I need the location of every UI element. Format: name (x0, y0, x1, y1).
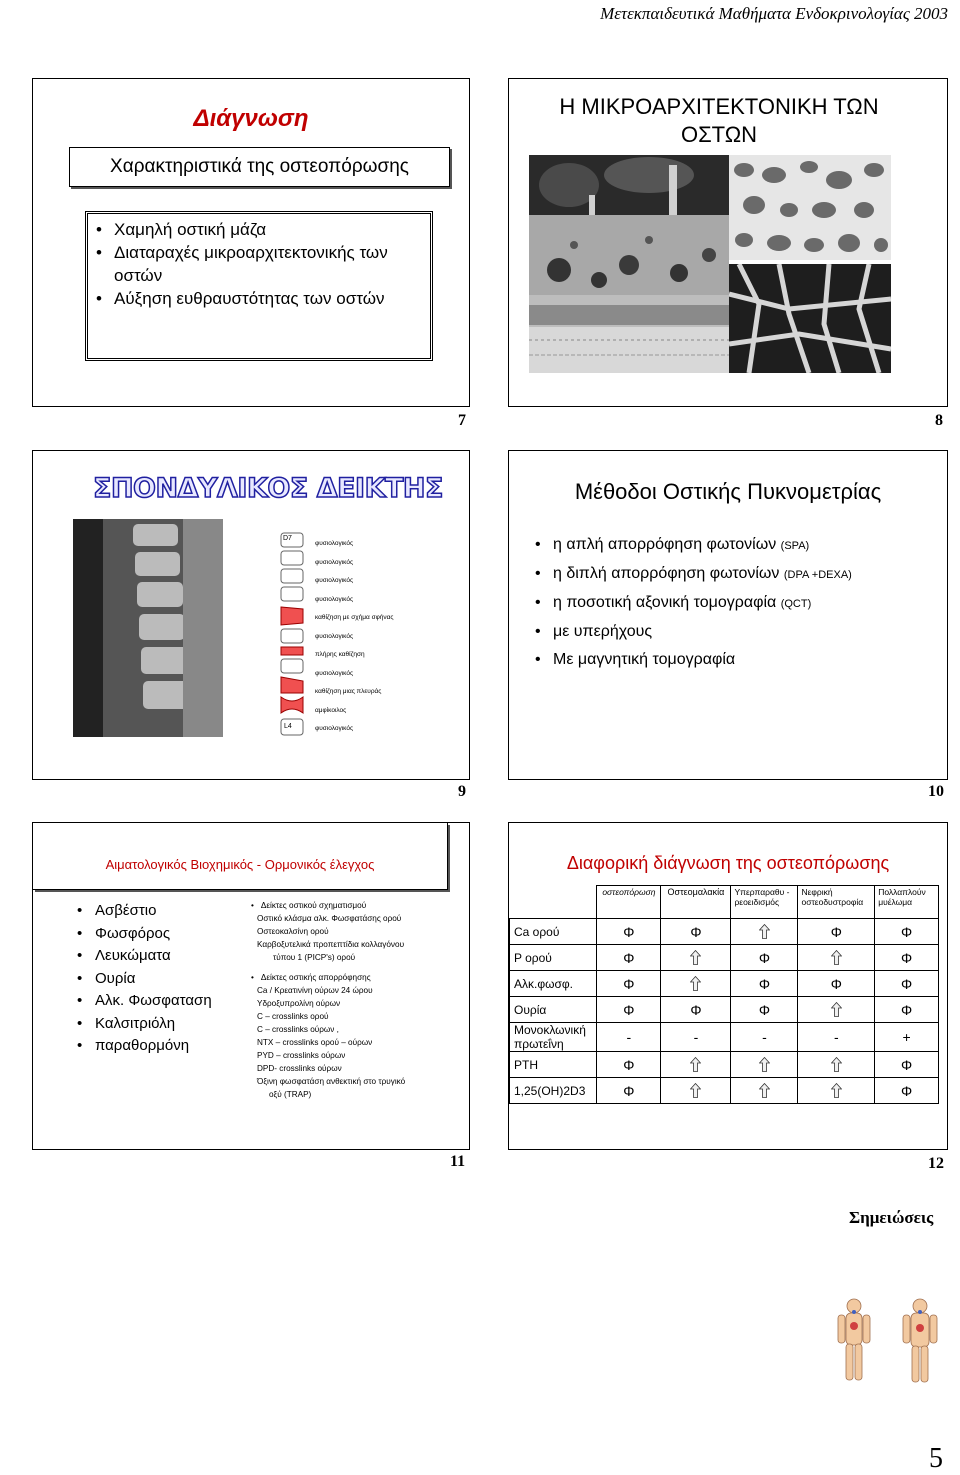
bullet-item: • η διπλή απορρόφηση φωτονίων (DPA +DEXA) (533, 560, 852, 589)
marker-item: NTX – crosslinks ορού – ούρων (257, 1038, 373, 1047)
row-label: Αλκ.φωσφ. (510, 971, 597, 997)
vertebra-label: καθίζηση μιας πλευράς (315, 688, 382, 695)
table-cell (597, 919, 661, 945)
normal-value: Φ (901, 1082, 913, 1099)
bone-micrograph-image (529, 155, 729, 373)
slide-subtitle (69, 147, 450, 187)
table-row (510, 1023, 939, 1052)
column-header: οστεοπόρωση (597, 886, 661, 919)
table-cell (661, 1052, 731, 1078)
table-row (510, 1052, 939, 1078)
bullet-item: • Με μαγνητική τομογραφία (533, 646, 852, 674)
column-header: Οστεομαλακία (661, 886, 731, 919)
table-cell (798, 971, 875, 997)
table-cell (798, 997, 875, 1023)
normal-value: Φ (901, 1001, 913, 1018)
slide-title: Η ΜΙΚΡΟΑΡΧΙΤΕΚΤΟΝΙΚΗ ΤΩΝ ΟΣΤΩΝ (559, 94, 879, 147)
row-label: Ca ορού (510, 919, 597, 945)
vertebra-label: πλήρης καθίζηση (315, 651, 365, 658)
bullet-item: • Φωσφόρος (75, 923, 212, 946)
normal-value: Φ (830, 923, 842, 940)
up-arrow-icon (831, 1083, 842, 1098)
up-arrow-icon (759, 924, 770, 939)
table-cell (875, 971, 939, 997)
marker-item: οξύ (TRAP) (269, 1090, 312, 1099)
bullet-item: • Καλσιτριόλη (75, 1013, 212, 1036)
table-cell (875, 1052, 939, 1078)
normal-value: Φ (623, 1056, 635, 1073)
vertebra-label: φυσιολογικός (315, 577, 354, 584)
page-number: 5 (929, 1443, 943, 1474)
table-row (510, 971, 939, 997)
table-cell (731, 1052, 798, 1078)
spine-xray-image (73, 519, 223, 737)
table-cell (731, 945, 798, 971)
table-cell (597, 1052, 661, 1078)
table-cell (661, 1023, 731, 1052)
up-arrow-icon (690, 976, 701, 991)
normal-value: Φ (623, 1082, 635, 1099)
differential-table (509, 885, 939, 1104)
slide-10 (508, 450, 948, 780)
marker-item: τύπου 1 (PICP's) ορού (273, 953, 356, 962)
notes-heading: Σημειώσεις (849, 1208, 934, 1227)
normal-value: Φ (623, 949, 635, 966)
row-label: Μονοκλωνική πρωτεΐνη (510, 1023, 597, 1052)
value-mark: - (762, 1029, 767, 1045)
table-cell (731, 1023, 798, 1052)
page-header: Μετεκπαιδευτικά Μαθήματα Ενδοκρινολογίας 2003 (600, 4, 948, 23)
table-cell (661, 971, 731, 997)
bullet-box (85, 211, 433, 361)
formation-heading: • Δείκτες οστικού σχηματισμού (251, 901, 367, 910)
vertebra-bottom-label: L4 (284, 723, 292, 730)
row-label: 1,25(OH)2D3 (510, 1078, 597, 1104)
table-row (510, 919, 939, 945)
slide-11 (32, 822, 470, 1150)
normal-value: Φ (901, 923, 913, 940)
slide-number: 12 (928, 1155, 944, 1172)
trabecular-bone-osteoporotic-image (729, 264, 891, 373)
vertebra-label: φυσιολογικός (315, 669, 354, 677)
normal-value: Φ (690, 923, 702, 940)
bullet-item: • η ποσοτική αξονική τομογραφία (QCT) (533, 589, 852, 618)
up-arrow-icon (690, 1057, 701, 1072)
table-cell (597, 945, 661, 971)
normal-value: Φ (623, 975, 635, 992)
slide-12 (508, 822, 948, 1150)
marker-item: Οστικό κλάσμα αλκ. Φωσφατάσης ορού (257, 914, 402, 923)
vertebra-label: αμφίκοιλος (315, 706, 347, 714)
slide-title: Αιματολογικός Βιοχημικός - Ορμονικός έλεγχος (105, 857, 375, 872)
up-arrow-icon (690, 950, 701, 965)
marker-item: Ca / Κρεατινίνη ούρων 24 ώρου (257, 986, 373, 995)
marker-item: Υδροξυπρολίνη ούρων (257, 999, 341, 1008)
normal-value: Φ (830, 975, 842, 992)
row-label: Ουρία (510, 997, 597, 1023)
marker-item: C – crosslinks ούρων , (257, 1025, 339, 1034)
slide-title: Διαφορική διάγνωση της οστεοπόρωσης (566, 853, 890, 873)
value-mark: - (833, 1029, 839, 1045)
table-cell (597, 1078, 661, 1104)
normal-value: Φ (758, 1001, 771, 1018)
bullet-item: • Λευκώματα (75, 945, 212, 968)
bullet-item: • Ασβέστιο (75, 900, 212, 923)
table-cell (597, 971, 661, 997)
table-cell (875, 945, 939, 971)
normal-value: Φ (623, 923, 635, 940)
marker-item: PYD – crosslinks ούρων (257, 1051, 346, 1060)
table-cell (875, 919, 939, 945)
table-cell (661, 997, 731, 1023)
bullet-list (94, 218, 424, 310)
trabecular-bone-normal-image (729, 155, 891, 260)
up-arrow-icon (831, 1057, 842, 1072)
up-arrow-icon (831, 1002, 842, 1017)
slide-9 (32, 450, 470, 780)
vertebra-label: φυσιολογικός (315, 558, 354, 566)
table-cell (798, 1023, 875, 1052)
bullet-item: • Ουρία (75, 968, 212, 991)
normal-value: Φ (901, 949, 913, 966)
slide-8 (508, 78, 948, 407)
table-row (510, 945, 939, 971)
table-cell (661, 945, 731, 971)
slide-number: 8 (935, 412, 943, 429)
table-cell (731, 1078, 798, 1104)
marker-item: DPD- crosslinks ούρων (257, 1064, 342, 1073)
bullet-item: • Διαταραχές μικροαρχιτεκτονικής των οστών (94, 241, 424, 287)
vertebra-top-label: D7 (283, 535, 292, 542)
table-cell (798, 919, 875, 945)
normal-value: Φ (901, 1056, 913, 1073)
bullet-item: • Αύξηση ευθραυστότητας των οστών (94, 287, 424, 310)
table-cell (875, 1078, 939, 1104)
slide-title: Μέθοδοι Οστικής Πυκνομετρίας (574, 479, 882, 504)
table-cell (875, 1023, 939, 1052)
vertebra-label: φυσιολογικός (315, 725, 354, 732)
marker-item: C – crosslinks ορού (257, 1012, 329, 1021)
bullet-item: • Χαμηλή οστική μάζα (94, 218, 424, 241)
normal-value: Φ (901, 975, 913, 992)
slide-title-box (33, 823, 448, 890)
slide-number: 11 (450, 1153, 466, 1170)
marker-item: Όξινη φωσφατάση ανθεκτική στο τρυγικό (257, 1077, 406, 1086)
vertebra-labels (315, 535, 394, 739)
row-label: PTH (510, 1052, 597, 1078)
anatomy-figures-image (826, 1296, 950, 1384)
vertebra-label: φυσιολογικός (315, 632, 354, 640)
bullet-item: • παραθορμόνη (75, 1035, 212, 1058)
bullet-item: • η απλή απορρόφηση φωτονίων (SPA) (533, 531, 852, 560)
up-arrow-icon (759, 1083, 770, 1098)
vertebra-label: φυσιολογικός (315, 540, 354, 547)
marker-item: Οστεοκαλσίνη ορού (257, 927, 329, 936)
table-cell (661, 1078, 731, 1104)
table-cell (731, 919, 798, 945)
normal-value: Φ (758, 975, 771, 992)
vertebra-label: καθίζηση με σχήμα σφήνας (315, 614, 394, 621)
table-cell (798, 1078, 875, 1104)
table-row (510, 1078, 939, 1104)
slide-number: 7 (458, 412, 466, 429)
table-cell (875, 997, 939, 1023)
table-cell (731, 997, 798, 1023)
table-row (510, 997, 939, 1023)
table-cell (731, 971, 798, 997)
bone-markers (251, 899, 471, 1101)
row-label: P ορού (510, 945, 597, 971)
normal-value: Φ (758, 949, 771, 966)
marker-item: Καρβοξυτελικά προπεπτίδια κολλαγόνου (257, 940, 405, 949)
resorption-heading: • Δείκτες οστικής απορρόφησης (251, 973, 371, 982)
value-mark: + (902, 1029, 911, 1045)
value-mark: - (693, 1029, 699, 1045)
normal-value: Φ (690, 1001, 702, 1018)
bullet-item: • Αλκ. Φωσφαταση (75, 990, 212, 1013)
table-cell (597, 997, 661, 1023)
slide-number: 9 (458, 783, 466, 800)
table-cell (798, 1052, 875, 1078)
table-cell (798, 945, 875, 971)
table-cell (661, 919, 731, 945)
column-header: Νεφρική οστεοδυστροφία (798, 886, 875, 919)
up-arrow-icon (831, 950, 842, 965)
table-cell (597, 1023, 661, 1052)
normal-value: Φ (623, 1001, 635, 1018)
slide-number: 10 (928, 783, 944, 800)
lab-test-list (75, 900, 212, 1058)
table-body (510, 919, 939, 1104)
spinal-index-banner: ΣΠΟΝΔΥΛΙΚΟΣ ΔΕΙΚΤΗΣ (93, 473, 443, 504)
up-arrow-icon (690, 1083, 701, 1098)
slide-title: Διάγνωση (193, 105, 309, 132)
slide-7 (32, 78, 470, 407)
value-mark: - (626, 1029, 632, 1045)
column-header: Υπερπαραθυ - ρεοειδισμός (731, 886, 798, 919)
bullet-list (533, 531, 852, 674)
vertebra-label: φυσιολογικός (315, 595, 354, 603)
bullet-item: • με υπερήχους (533, 618, 852, 646)
column-header: Πολλαπλούν μυέλωμα (875, 886, 939, 919)
up-arrow-icon (759, 1057, 770, 1072)
subtitle-text: Χαρακτηριστικά της οστεοπόρωσης (110, 156, 409, 177)
